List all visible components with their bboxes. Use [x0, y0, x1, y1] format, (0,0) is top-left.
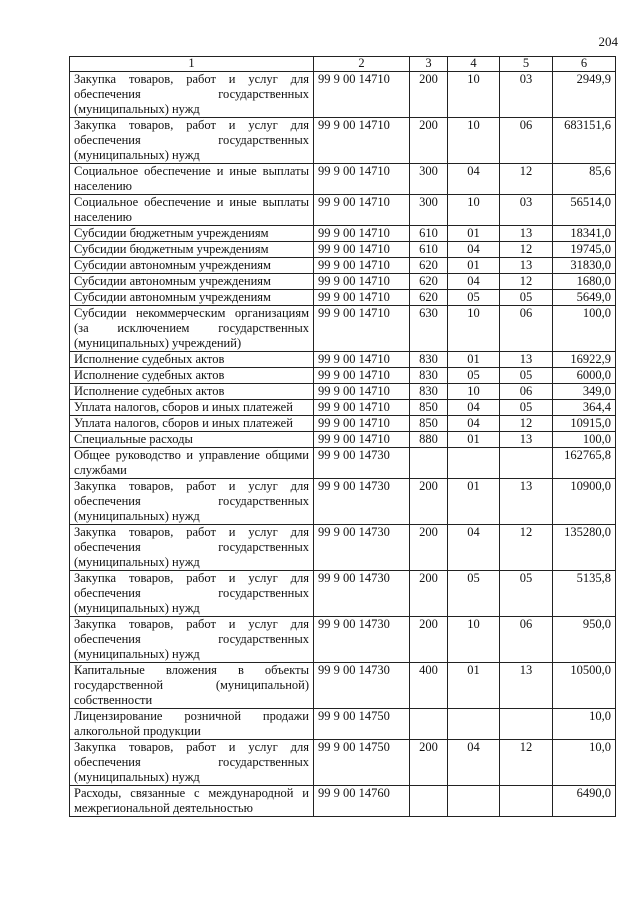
row-name: Социальное обеспечение и иные выплаты населению — [70, 195, 314, 226]
row-col3: 300 — [410, 195, 448, 226]
row-code: 99 9 00 14710 — [314, 258, 410, 274]
column-header: 1 — [70, 57, 314, 72]
row-col4: 10 — [448, 118, 500, 164]
row-col3: 200 — [410, 525, 448, 571]
table-body — [70, 72, 616, 817]
row-code: 99 9 00 14710 — [314, 195, 410, 226]
budget-table — [69, 56, 616, 817]
row-name: Закупка товаров, работ и услуг для обеспечения государственных (муниципальных) нужд — [70, 740, 314, 786]
row-code: 99 9 00 14710 — [314, 432, 410, 448]
column-header: 5 — [500, 57, 553, 72]
row-amount: 6490,0 — [553, 786, 616, 817]
table-row — [70, 72, 616, 118]
row-amount: 10900,0 — [553, 479, 616, 525]
row-col3: 200 — [410, 740, 448, 786]
row-col4: 01 — [448, 479, 500, 525]
row-col4 — [448, 448, 500, 479]
row-amount: 10915,0 — [553, 416, 616, 432]
row-col5: 03 — [500, 72, 553, 118]
row-amount: 950,0 — [553, 617, 616, 663]
row-col4: 01 — [448, 352, 500, 368]
row-col3 — [410, 786, 448, 817]
row-col4: 01 — [448, 663, 500, 709]
table-row — [70, 258, 616, 274]
row-col3: 830 — [410, 352, 448, 368]
row-col5: 05 — [500, 571, 553, 617]
row-name: Социальное обеспечение и иные выплаты населению — [70, 164, 314, 195]
row-col3: 880 — [410, 432, 448, 448]
row-code: 99 9 00 14710 — [314, 118, 410, 164]
row-col4: 10 — [448, 617, 500, 663]
row-code: 99 9 00 14710 — [314, 290, 410, 306]
table-row — [70, 352, 616, 368]
row-amount: 1680,0 — [553, 274, 616, 290]
row-col5: 05 — [500, 368, 553, 384]
row-code: 99 9 00 14710 — [314, 164, 410, 195]
row-col5 — [500, 709, 553, 740]
row-code: 99 9 00 14730 — [314, 525, 410, 571]
row-code: 99 9 00 14710 — [314, 242, 410, 258]
row-col5: 12 — [500, 525, 553, 571]
row-name: Субсидии бюджетным учреждениям — [70, 242, 314, 258]
row-code: 99 9 00 14710 — [314, 274, 410, 290]
table-row — [70, 786, 616, 817]
table-row — [70, 306, 616, 352]
row-amount: 5649,0 — [553, 290, 616, 306]
table-row — [70, 164, 616, 195]
table-row — [70, 432, 616, 448]
row-name: Закупка товаров, работ и услуг для обеспечения государственных (муниципальных) нужд — [70, 617, 314, 663]
table-row — [70, 384, 616, 400]
row-name: Закупка товаров, работ и услуг для обеспечения государственных (муниципальных) нужд — [70, 118, 314, 164]
row-col4: 05 — [448, 368, 500, 384]
row-col4: 04 — [448, 740, 500, 786]
row-col3 — [410, 709, 448, 740]
row-col4: 01 — [448, 432, 500, 448]
row-amount: 100,0 — [553, 306, 616, 352]
row-col3: 200 — [410, 118, 448, 164]
row-code: 99 9 00 14750 — [314, 740, 410, 786]
row-code: 99 9 00 14710 — [314, 400, 410, 416]
row-amount: 31830,0 — [553, 258, 616, 274]
row-amount: 19745,0 — [553, 242, 616, 258]
row-name: Исполнение судебных актов — [70, 384, 314, 400]
row-col5: 13 — [500, 258, 553, 274]
row-name: Лицензирование розничной продажи алкогольной продукции — [70, 709, 314, 740]
row-col3: 850 — [410, 416, 448, 432]
table-row — [70, 118, 616, 164]
row-col4: 10 — [448, 384, 500, 400]
row-name: Закупка товаров, работ и услуг для обеспечения государственных (муниципальных) нужд — [70, 525, 314, 571]
table-row — [70, 709, 616, 740]
row-col5: 05 — [500, 290, 553, 306]
row-col3: 610 — [410, 226, 448, 242]
page-number: 204 — [598, 34, 618, 49]
row-name: Субсидии автономным учреждениям — [70, 258, 314, 274]
row-name: Субсидии автономным учреждениям — [70, 274, 314, 290]
row-code: 99 9 00 14730 — [314, 479, 410, 525]
column-header: 6 — [553, 57, 616, 72]
row-col3: 610 — [410, 242, 448, 258]
table-row — [70, 226, 616, 242]
row-col5: 12 — [500, 164, 553, 195]
table-row — [70, 617, 616, 663]
row-col4 — [448, 709, 500, 740]
row-col3: 830 — [410, 384, 448, 400]
row-code: 99 9 00 14710 — [314, 226, 410, 242]
row-name: Исполнение судебных актов — [70, 352, 314, 368]
row-col3: 300 — [410, 164, 448, 195]
row-col5 — [500, 786, 553, 817]
row-col3: 620 — [410, 258, 448, 274]
row-code: 99 9 00 14730 — [314, 617, 410, 663]
row-col4: 04 — [448, 242, 500, 258]
row-col3: 850 — [410, 400, 448, 416]
row-code: 99 9 00 14730 — [314, 663, 410, 709]
row-col4: 10 — [448, 72, 500, 118]
row-col4: 01 — [448, 258, 500, 274]
row-code: 99 9 00 14710 — [314, 416, 410, 432]
table-row — [70, 400, 616, 416]
column-header: 3 — [410, 57, 448, 72]
row-col4: 04 — [448, 400, 500, 416]
row-col5: 06 — [500, 118, 553, 164]
row-col5: 13 — [500, 432, 553, 448]
table-row — [70, 571, 616, 617]
table-row — [70, 416, 616, 432]
row-amount: 100,0 — [553, 432, 616, 448]
row-code: 99 9 00 14730 — [314, 448, 410, 479]
row-amount: 683151,6 — [553, 118, 616, 164]
row-amount: 56514,0 — [553, 195, 616, 226]
row-code: 99 9 00 14750 — [314, 709, 410, 740]
row-name: Субсидии бюджетным учреждениям — [70, 226, 314, 242]
row-amount: 2949,9 — [553, 72, 616, 118]
row-col5 — [500, 448, 553, 479]
table-row — [70, 274, 616, 290]
row-amount: 18341,0 — [553, 226, 616, 242]
row-col3: 200 — [410, 571, 448, 617]
row-name: Уплата налогов, сборов и иных платежей — [70, 400, 314, 416]
row-col4: 04 — [448, 274, 500, 290]
row-col3: 620 — [410, 274, 448, 290]
row-amount: 10,0 — [553, 740, 616, 786]
row-amount: 135280,0 — [553, 525, 616, 571]
row-amount: 16922,9 — [553, 352, 616, 368]
row-col4: 04 — [448, 416, 500, 432]
row-name: Субсидии автономным учреждениям — [70, 290, 314, 306]
row-name: Исполнение судебных актов — [70, 368, 314, 384]
table-row — [70, 242, 616, 258]
table-row — [70, 663, 616, 709]
row-code: 99 9 00 14710 — [314, 352, 410, 368]
row-name: Капитальные вложения в объекты государственной (муниципальной) собственности — [70, 663, 314, 709]
row-col4: 10 — [448, 306, 500, 352]
row-amount: 85,6 — [553, 164, 616, 195]
row-col5: 13 — [500, 479, 553, 525]
row-col5: 03 — [500, 195, 553, 226]
row-name: Закупка товаров, работ и услуг для обеспечения государственных (муниципальных) нужд — [70, 571, 314, 617]
row-col3: 200 — [410, 72, 448, 118]
column-header: 2 — [314, 57, 410, 72]
row-amount: 364,4 — [553, 400, 616, 416]
row-code: 99 9 00 14710 — [314, 72, 410, 118]
row-code: 99 9 00 14710 — [314, 384, 410, 400]
row-name: Общее руководство и управление общими службами — [70, 448, 314, 479]
table-row — [70, 448, 616, 479]
column-header: 4 — [448, 57, 500, 72]
row-col3: 200 — [410, 617, 448, 663]
row-col4: 05 — [448, 571, 500, 617]
row-name: Субсидии некоммерческим организациям (за исключением государственных (муниципальных) учреждений) — [70, 306, 314, 352]
row-col3 — [410, 448, 448, 479]
row-col4: 10 — [448, 195, 500, 226]
row-code: 99 9 00 14710 — [314, 368, 410, 384]
row-col5: 06 — [500, 617, 553, 663]
row-amount: 10500,0 — [553, 663, 616, 709]
row-col4: 01 — [448, 226, 500, 242]
row-col3: 200 — [410, 479, 448, 525]
row-name: Закупка товаров, работ и услуг для обеспечения государственных (муниципальных) нужд — [70, 72, 314, 118]
row-col3: 630 — [410, 306, 448, 352]
row-code: 99 9 00 14760 — [314, 786, 410, 817]
row-name: Уплата налогов, сборов и иных платежей — [70, 416, 314, 432]
row-col5: 13 — [500, 226, 553, 242]
row-col4: 04 — [448, 525, 500, 571]
table-row — [70, 368, 616, 384]
row-col5: 12 — [500, 274, 553, 290]
row-col5: 12 — [500, 740, 553, 786]
row-amount: 10,0 — [553, 709, 616, 740]
row-col3: 830 — [410, 368, 448, 384]
row-amount: 349,0 — [553, 384, 616, 400]
row-amount: 6000,0 — [553, 368, 616, 384]
row-col5: 05 — [500, 400, 553, 416]
row-amount: 5135,8 — [553, 571, 616, 617]
row-col5: 13 — [500, 663, 553, 709]
row-col5: 06 — [500, 306, 553, 352]
row-col5: 12 — [500, 416, 553, 432]
row-name: Расходы, связанные с международной и межрегиональной деятельностью — [70, 786, 314, 817]
table-row — [70, 740, 616, 786]
table-header-row — [70, 57, 616, 72]
row-col5: 12 — [500, 242, 553, 258]
row-col4: 05 — [448, 290, 500, 306]
row-col3: 400 — [410, 663, 448, 709]
row-name: Специальные расходы — [70, 432, 314, 448]
row-amount: 162765,8 — [553, 448, 616, 479]
row-col3: 620 — [410, 290, 448, 306]
row-code: 99 9 00 14730 — [314, 571, 410, 617]
row-col4 — [448, 786, 500, 817]
row-col5: 13 — [500, 352, 553, 368]
row-name: Закупка товаров, работ и услуг для обеспечения государственных (муниципальных) нужд — [70, 479, 314, 525]
row-code: 99 9 00 14710 — [314, 306, 410, 352]
row-col5: 06 — [500, 384, 553, 400]
table-row — [70, 479, 616, 525]
table-row — [70, 525, 616, 571]
table-row — [70, 290, 616, 306]
row-col4: 04 — [448, 164, 500, 195]
table-row — [70, 195, 616, 226]
